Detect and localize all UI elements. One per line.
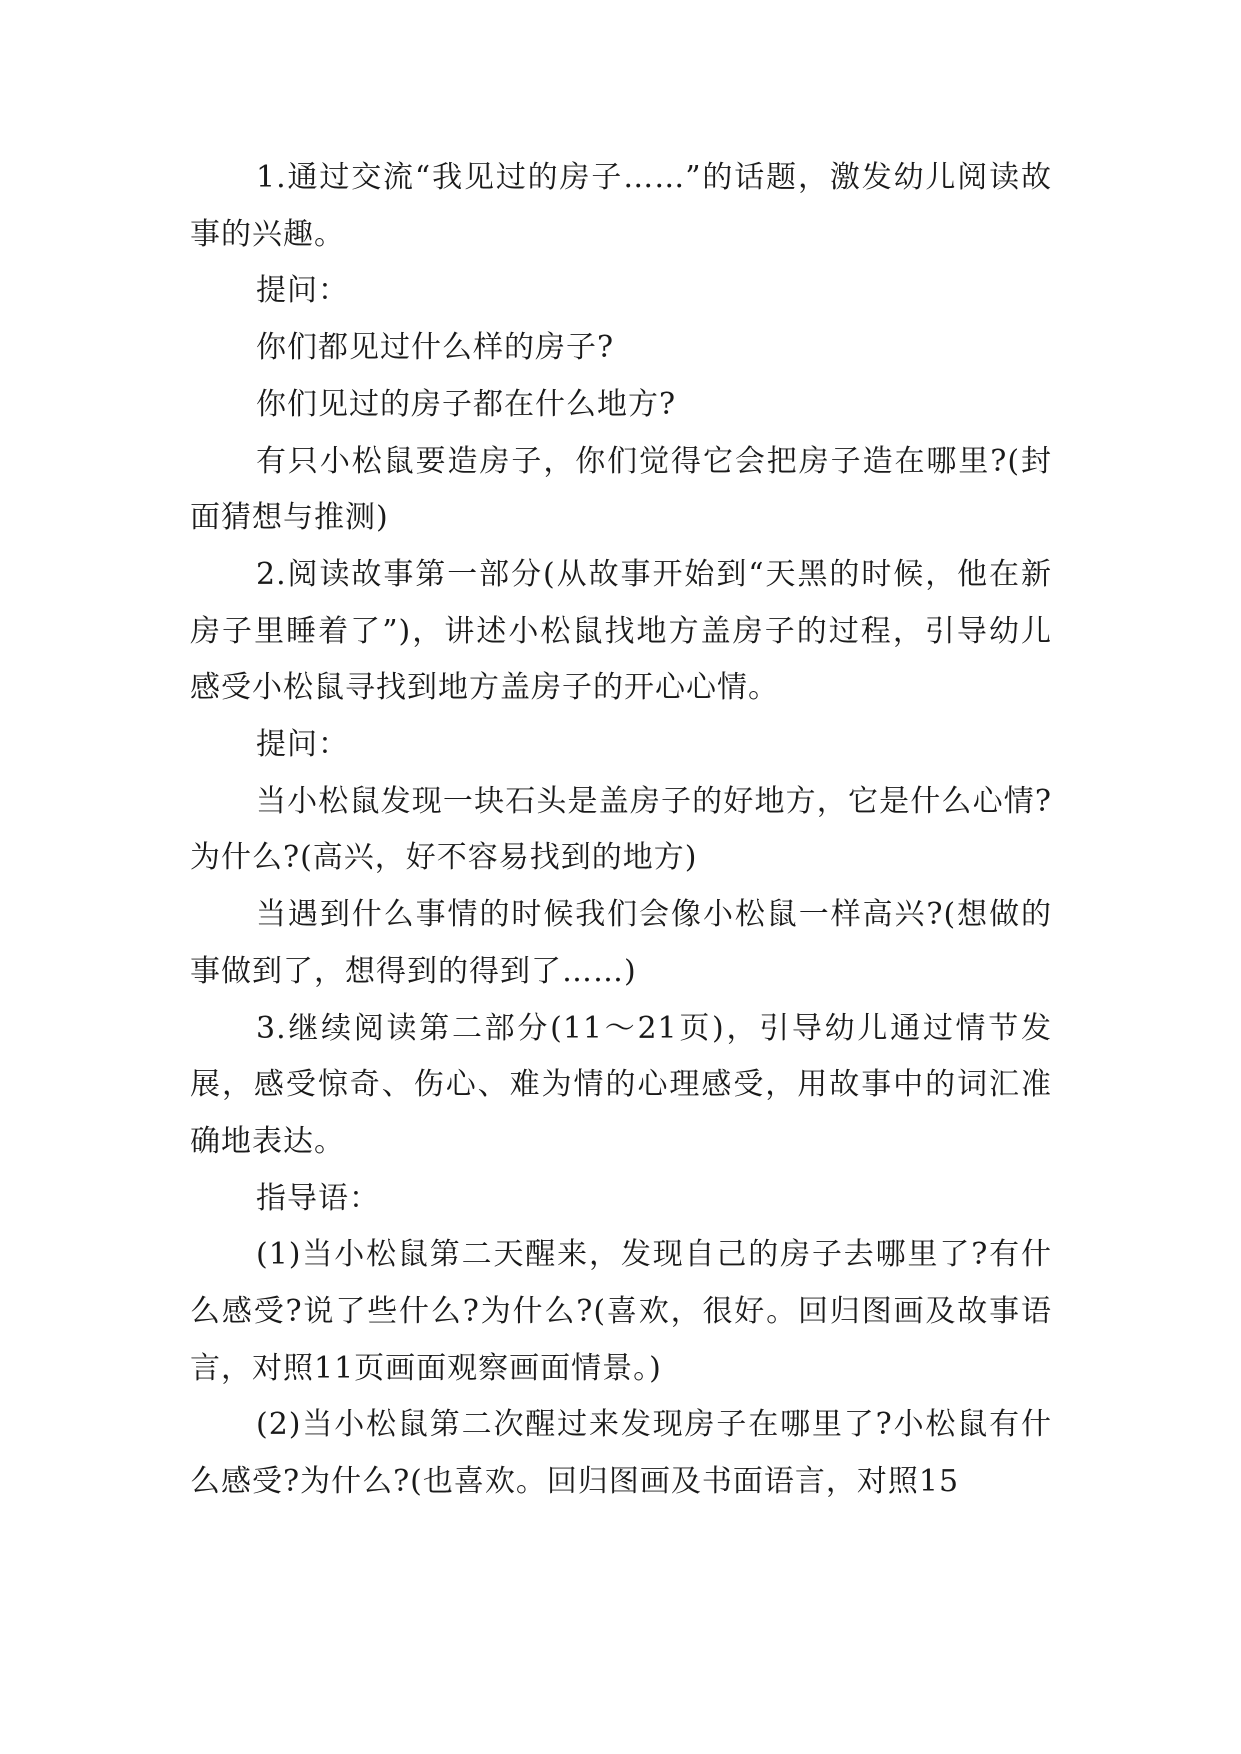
paragraph: 提问： <box>256 273 349 309</box>
paragraph: 你们见过的房子都在什么地方? <box>256 386 677 422</box>
paragraph: 指导语： <box>256 1180 380 1216</box>
paragraph: 当小松鼠发现一块石头是盖房子的好地方，它是什么心情?为什么?(高兴，好不容易找到的地方) <box>190 783 1052 876</box>
paragraph: 你们都见过什么样的房子? <box>256 330 615 366</box>
paragraph: (2)当小松鼠第二次醒过来发现房子在哪里了?小松鼠有什么感受?为什么?(也喜欢。回归图画及书面语言，对照15 <box>190 1407 1052 1500</box>
paragraph: 有只小松鼠要造房子，你们觉得它会把房子造在哪里?(封面猜想与推测) <box>190 443 1052 536</box>
document-body <box>190 150 1052 1511</box>
paragraph: 2.阅读故事第一部分(从故事开始到“天黑的时候，他在新房子里睡着了”)，讲述小松鼠找地方盖房子的过程，引导幼儿感受小松鼠寻找到地方盖房子的开心心情。 <box>190 556 1052 706</box>
paragraph: 当遇到什么事情的时候我们会像小松鼠一样高兴?(想做的事做到了，想得到的得到了……) <box>190 897 1052 989</box>
paragraph: 3.继续阅读第二部分(11～21页)，引导幼儿通过情节发展，感受惊奇、伤心、难为情的心理感受，用故事中的词汇准确地表达。 <box>190 1010 1052 1159</box>
paragraph: (1)当小松鼠第二天醒来，发现自己的房子去哪里了?有什么感受?说了些什么?为什么?(喜欢，很好。回归图画及故事语言，对照11页画面观察画面情景。) <box>190 1237 1052 1386</box>
paragraph: 提问： <box>256 727 349 763</box>
paragraph: 1.通过交流“我见过的房子……”的话题，激发幼儿阅读故事的兴趣。 <box>190 160 1052 252</box>
